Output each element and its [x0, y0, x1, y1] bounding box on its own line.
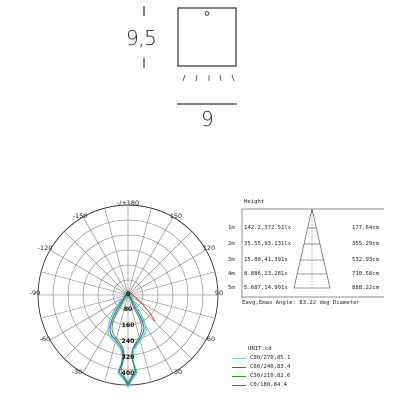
row-lux: 15.80,41.391x — [244, 257, 288, 263]
fixture-outline — [0, 0, 400, 140]
angle-label-neg120: -120 — [37, 244, 53, 252]
height-table-footer: Eavg,Emax Angle: 83.22 deg Diameter — [242, 300, 360, 306]
angle-label-180: -/+180 — [116, 199, 140, 207]
angle-label-60: 60 — [206, 335, 216, 343]
width-dimension-label: 9 — [201, 107, 214, 131]
angle-label-150: 150 — [169, 212, 183, 220]
row-lux: 35.55,93.131lx — [244, 241, 292, 247]
radial-label-320: 320 — [121, 354, 135, 361]
legend-label: C30/210,82.6 — [250, 373, 291, 379]
radial-label-160: 160 — [121, 322, 135, 329]
row-diameter: 532.93cm — [352, 257, 379, 263]
angle-label-neg150: -150 — [72, 212, 88, 220]
angle-label-90: 90 — [214, 289, 224, 297]
curve-legend — [232, 345, 352, 393]
light-cone — [294, 209, 330, 288]
row-height: 1m — [228, 225, 235, 231]
radial-label-0: 0 — [125, 291, 131, 298]
legend-swatch — [232, 358, 246, 360]
legend-unit: UNIT:cd — [248, 346, 272, 352]
legend-swatch — [232, 385, 246, 387]
radial-label-400: 400 — [121, 370, 135, 377]
angle-label-30: 30 — [173, 368, 183, 376]
angle-label-neg30: -30 — [71, 368, 83, 376]
height-table — [228, 199, 384, 311]
fixture-mount-hole — [205, 12, 209, 16]
row-lux: 8.886,23.281x — [244, 271, 288, 277]
legend-label: C60/240,83.4 — [250, 364, 291, 370]
row-diameter: 177.64cm — [352, 225, 379, 231]
angle-label-neg60: -60 — [39, 335, 51, 343]
polar-labels — [30, 199, 223, 377]
row-diameter: 888.22cm — [352, 285, 379, 291]
legend-label: C90/270,85.1 — [250, 355, 291, 361]
radial-label-80: 80 — [123, 306, 133, 313]
row-diameter: 710.58cm — [352, 271, 379, 277]
row-height: 3m — [228, 257, 235, 263]
legend-swatch — [232, 367, 246, 369]
row-lux: 5.687,14.901x — [244, 285, 288, 291]
fixture-body — [178, 8, 236, 66]
row-height: 4m — [228, 271, 235, 277]
radial-label-240: 240 — [121, 338, 135, 345]
dimension-drawing — [0, 0, 400, 140]
height-dimension-label: 9,5 — [126, 26, 157, 50]
height-table-frame — [228, 199, 384, 311]
row-lux: 142.2,372.51lx — [244, 225, 292, 231]
legend-label: C0/180,84.4 — [250, 382, 288, 388]
height-table-title: Height — [244, 199, 265, 205]
light-rays — [183, 75, 234, 81]
row-height: 5m — [228, 285, 235, 291]
legend-swatch — [232, 376, 246, 378]
angle-label-neg90: -90 — [29, 289, 41, 297]
row-height: 2m — [228, 241, 235, 247]
polar-intensity-diagram — [10, 195, 250, 405]
angle-label-120: 120 — [202, 244, 216, 252]
row-diameter: 355.29cm — [352, 241, 379, 247]
